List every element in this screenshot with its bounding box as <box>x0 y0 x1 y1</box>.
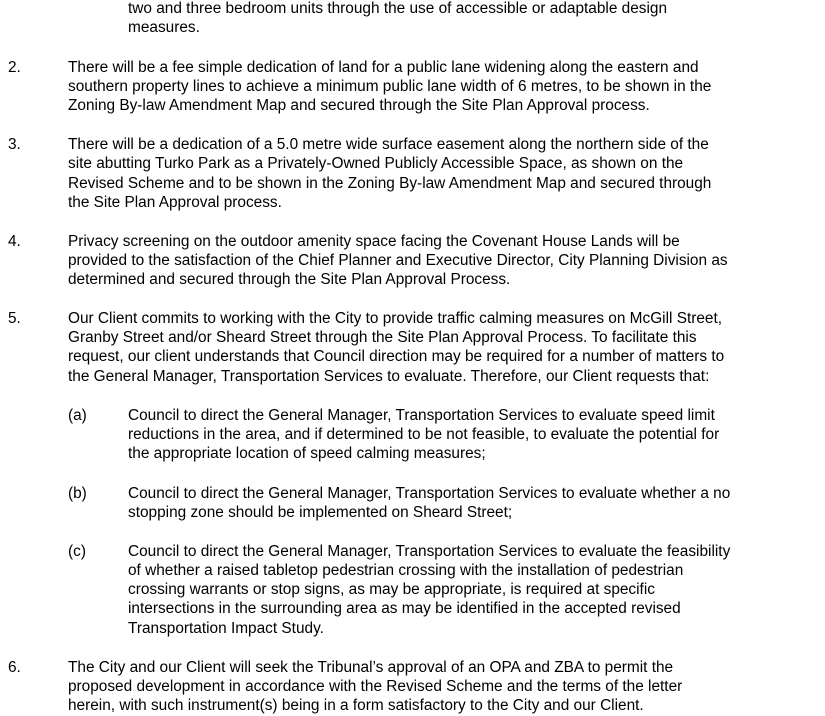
text-line: the General Manager, Transportation Services to evaluate. Therefore, our Client requests that: <box>68 368 710 385</box>
text-line: Council to direct the General Manager, Transportation Services to evaluate whether a no <box>128 485 731 502</box>
text-line: Zoning By-law Amendment Map and secured through the Site Plan Approval process. <box>68 97 650 114</box>
text-line: reductions in the area, and if determined to be not feasible, to evaluate the potential for <box>128 426 720 443</box>
text-line: herein, with such instrument(s) being in a form satisfactory to the City and our Client. <box>68 697 644 714</box>
text-line: There will be a dedication of a 5.0 metre wide surface easement along the northern side of the <box>68 136 709 153</box>
text-line: stopping zone should be implemented on Sheard Street; <box>128 504 513 521</box>
text-line: crossing warrants or stop signs, as may be appropriate, is required at specific <box>128 581 655 598</box>
text-line: Revised Scheme and to be shown in the Zoning By-law Amendment Map and secured through <box>68 175 712 192</box>
text-line: measures. <box>128 19 200 36</box>
text-line: site abutting Turko Park as a Privately-Owned Publicly Accessible Space, as shown on the <box>68 155 684 172</box>
text-line: The City and our Client will seek the Tribunal’s approval of an OPA and ZBA to permit the <box>68 659 674 676</box>
text-line: Transportation Impact Study. <box>128 620 324 637</box>
text-line: Our Client commits to working with the City to provide traffic calming measures on McGill Street, <box>68 310 723 327</box>
text-line: proposed development in accordance with the Revised Scheme and the terms of the letter <box>68 678 683 695</box>
item-number: 2. <box>8 59 21 76</box>
item-number: 4. <box>8 233 21 250</box>
item-number: 5. <box>8 310 21 327</box>
item-number: 6. <box>8 659 21 676</box>
sub-item-label: (a) <box>68 407 87 424</box>
text-line: southern property lines to achieve a minimum public lane width of 6 metres, to be shown in the <box>68 78 712 95</box>
text-line: two and three bedroom units through the use of accessible or adaptable design <box>128 0 668 17</box>
text-line: Council to direct the General Manager, Transportation Services to evaluate speed limit <box>128 407 715 424</box>
text-line: Granby Street and/or Sheard Street through the Site Plan Approval Process. To facilitate this <box>68 329 697 346</box>
sub-item-label: (b) <box>68 485 87 502</box>
text-line: provided to the satisfaction of the Chief Planner and Executive Director, City Planning Division as <box>68 252 728 269</box>
text-line: There will be a fee simple dedication of land for a public lane widening along the eastern and <box>68 59 699 76</box>
sub-item-label: (c) <box>68 543 86 560</box>
text-line: Council to direct the General Manager, Transportation Services to evaluate the feasibility <box>128 543 731 560</box>
text-line: Privacy screening on the outdoor amenity space facing the Covenant House Lands will be <box>68 233 680 250</box>
text-line: determined and secured through the Site Plan Approval Process. <box>68 271 511 288</box>
item-number: 3. <box>8 136 21 153</box>
text-line: intersections in the surrounding area as may be identified in the accepted revised <box>128 600 681 617</box>
text-line: request, our client understands that Council direction may be required for a number of matters to <box>68 348 725 365</box>
text-line: of whether a raised tabletop pedestrian crossing with the installation of pedestrian <box>128 562 684 579</box>
text-line: the appropriate location of speed calming measures; <box>128 445 486 462</box>
text-line: the Site Plan Approval process. <box>68 194 282 211</box>
